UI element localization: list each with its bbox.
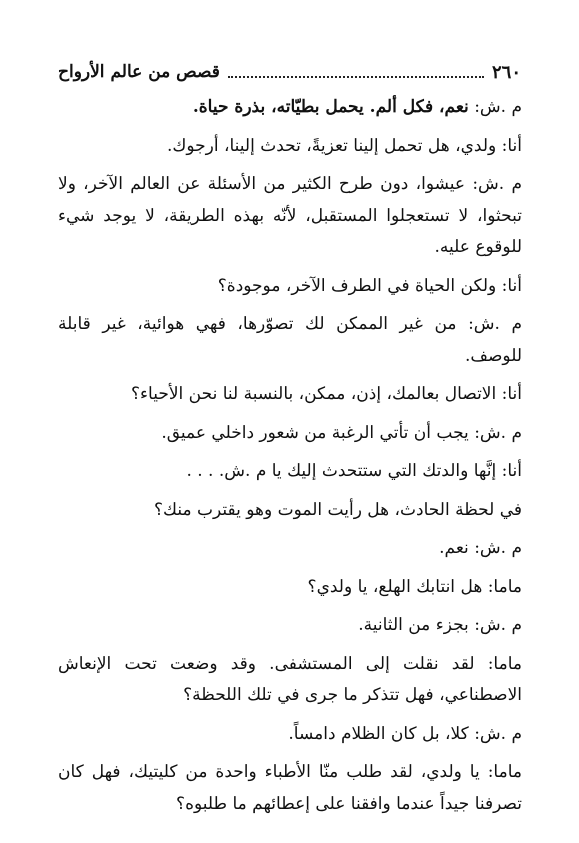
dialogue-paragraph — [58, 418, 522, 450]
page-number: ٢٦٠ — [491, 61, 521, 83]
dialogue-paragraph — [58, 456, 522, 488]
dialogue-paragraph — [58, 757, 522, 820]
paragraph-text: نعم. — [439, 538, 469, 558]
speaker-label: م .ش: — [468, 314, 523, 334]
dialogue-paragraph — [58, 271, 522, 303]
speaker-label: م .ش: — [472, 174, 523, 194]
paragraph-text: ولكن الحياة في الطرف الآخر، موجودة؟ — [217, 275, 497, 296]
speaker-label: م .ش: — [474, 538, 522, 558]
dialogue-paragraph — [58, 131, 522, 163]
dialogue-paragraph — [58, 649, 522, 712]
paragraph-text: يجب أن تأتي الرغبة من شعور داخلي عميق. — [161, 422, 469, 443]
speaker-label: ماما: — [487, 762, 522, 782]
dialogue-paragraph — [58, 572, 522, 604]
speaker-label: م .ش: — [474, 422, 522, 443]
dialogue-paragraph — [58, 495, 522, 527]
paragraph-text: ولدي، هل تحمل إلينا تعزيةً، تحدث إلينا، أرجوك. — [166, 135, 497, 156]
dialogue-paragraph — [58, 169, 522, 264]
paragraph-text: عيشوا، دون طرح الكثير من الأسئلة عن العالم الآخر، ولا تبحثوا، لا تستعجلوا المستقبل، لأنّه بهذه الطريقة، لا يوجد شيء للوقوع عليه. — [58, 174, 522, 257]
header-dotted-leader — [228, 66, 484, 78]
paragraph-text: من غير الممكن لك تصوّرها، فهي هوائية، غير قابلة للوصف. — [58, 314, 522, 366]
speaker-label: أنا: — [501, 384, 522, 404]
speaker-label: م .ش: — [474, 97, 522, 117]
paragraph-text: بجزء من الثانية. — [358, 615, 469, 635]
paragraph-text: نعم، فكل ألم. يحمل بطيّاته، بذرة حياة. — [192, 97, 469, 117]
paragraph-text: في لحظة الحادث، هل رأيت الموت وهو يقترب منك؟ — [154, 499, 522, 520]
running-header — [58, 60, 521, 84]
paragraph-text: لقد نقلت إلى المستشفى. وقد وضعت تحت الإنعاش الاصطناعي، فهل تتذكر ما جرى في تلك اللحظة؟ — [58, 653, 522, 705]
dialogue-paragraph — [58, 309, 522, 372]
dialogue-paragraph — [58, 719, 522, 751]
running-title: قصص من عالم الأرواح — [58, 62, 220, 82]
speaker-label: ماما: — [487, 576, 522, 597]
speaker-label: م .ش: — [474, 615, 522, 635]
speaker-label: أنا: — [501, 275, 522, 296]
speaker-label: ماما: — [487, 653, 522, 674]
dialogue-text — [58, 92, 522, 827]
paragraph-text: كلا، بل كان الظلام دامساً. — [288, 723, 469, 744]
dialogue-paragraph — [58, 533, 522, 565]
dialogue-paragraph — [58, 92, 522, 124]
speaker-label: أنا: — [501, 461, 522, 481]
dialogue-paragraph — [58, 379, 522, 411]
speaker-label: أنا: — [501, 135, 522, 156]
paragraph-text: هل انتابك الهلع، يا ولدي؟ — [307, 576, 483, 597]
dialogue-paragraph — [58, 610, 522, 642]
speaker-label: م .ش: — [474, 723, 522, 744]
paragraph-text: يا ولدي، لقد طلب منّا الأطباء واحدة من كليتيك، فهل كان تصرفنا جيداً عندما وافقنا على إعطائهم ما طلبوه؟ — [58, 762, 522, 814]
paragraph-text: الاتصال بعالمك، إذن، ممكن، بالنسبة لنا نحن الأحياء؟ — [131, 384, 497, 404]
paragraph-text: إنَّها والدتك التي ستتحدث إليك يا م .ش. . . . — [186, 461, 497, 481]
